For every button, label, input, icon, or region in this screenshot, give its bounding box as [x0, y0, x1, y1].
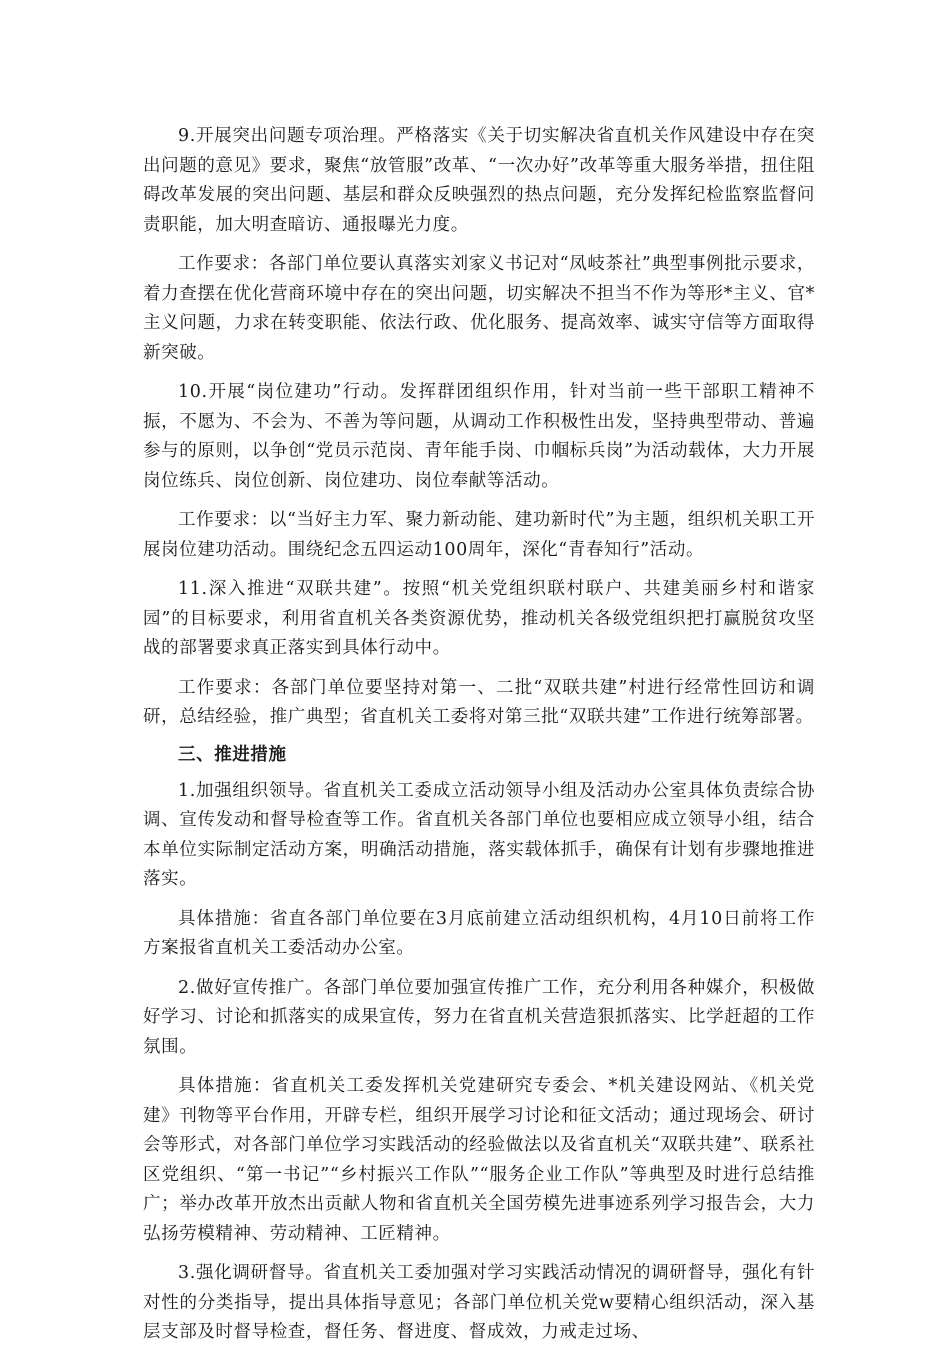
paragraph-work-requirement-10: 工作要求：以“当好主力军、聚力新动能、建功新时代”为主题，组织机关职工开展岗位建功活动。围绕纪念五四运动100周年，深化“青春知行”活动。 [143, 510, 815, 560]
paragraph-specific-measure-1: 具体措施：省直各部门单位要在3月底前建立活动组织机构，4月10日前将工作方案报省直机关工委活动办公室。 [143, 908, 815, 958]
paragraph-item-11: 11.深入推进“双联共建”。按照“机关党组织联村联户、共建美丽乡村和谐家园”的目标要求，利用省直机关各类资源优势，推动机关各级党组织把打赢脱贫攻坚战的部署要求真正落实到具体行动中。 [143, 579, 815, 658]
paragraph-work-requirement-9: 工作要求：各部门单位要认真落实刘家义书记对“凤岐茶社”典型事例批示要求，着力查摆在优化营商环境中存在的突出问题，切实解决不担当不作为等形*主义、官*主义问题，力求在转变职能、依法行政、优化服务、提高效率、诚实守信等方面取得新突破。 [143, 254, 815, 363]
paragraph-measure-2: 2.做好宣传推广。各部门单位要加强宣传推广工作，充分利用各种媒介，积极做好学习、讨论和抓落实的成果宣传，努力在省直机关营造狠抓落实、比学赶超的工作氛围。 [143, 977, 815, 1057]
paragraph-specific-measure-2: 具体措施：省直机关工委发挥机关党建研究专委会、*机关建设网站、《机关党建》刊物等平台作用，开辟专栏，组织开展学习讨论和征文活动；通过现场会、研讨会等形式，对各部门单位学习实践活动的经验做法以及省直机关“双联共建”、联系社区党组织、“第一书记”“乡村振兴工作队”“服务企业工作队”等典型及时进行总结推广；举办改革开放杰出贡献人物和省直机关全国劳模先进事迹系列学习报告会，大力弘扬劳模精神、劳动精神、工匠精神。 [143, 1076, 815, 1244]
paragraph-measure-3: 3.强化调研督导。省直机关工委加强对学习实践活动情况的调研督导，强化有针对性的分类指导，提出具体指导意见；各部门单位机关党w要精心组织活动，深入基层支部及时督导检查，督任务、督进度、督成效，力戒走过场、 [143, 1263, 815, 1342]
document-body [143, 122, 815, 1358]
paragraph-item-9: 9.开展突出问题专项治理。严格落实《关于切实解决省直机关作风建设中存在突出问题的意见》要求，聚焦“放管服”改革、“一次办好”改革等重大服务举措，扭住阻碍改革发展的突出问题、基层和群众反映强烈的热点问题，充分发挥纪检监察监督问责职能，加大明查暗访、通报曝光力度。 [143, 126, 815, 235]
paragraph-item-10: 10.开展“岗位建功”行动。发挥群团组织作用，针对当前一些干部职工精神不振，不愿为、不会为、不善为等问题，从调动工作积极性出发，坚持典型带动、普遍参与的原则，以争创“党员示范岗、青年能手岗、巾帼标兵岗”为活动载体，大力开展岗位练兵、岗位创新、岗位建功、岗位奉献等活动。 [143, 382, 815, 491]
paragraph-measure-1: 1.加强组织领导。省直机关工委成立活动领导小组及活动办公室具体负责综合协调、宣传发动和督导检查等工作。省直机关各部门单位也要相应成立领导小组，结合本单位实际制定活动方案，明确活动措施，落实载体抓手，确保有计划有步骤地推进落实。 [143, 780, 815, 889]
paragraph-work-requirement-11: 工作要求：各部门单位要坚持对第一、二批“双联共建”村进行经常性回访和调研，总结经验，推广典型；省直机关工委将对第三批“双联共建”工作进行统筹部署。 [143, 677, 815, 727]
section-heading: 三、推进措施 [178, 744, 287, 765]
